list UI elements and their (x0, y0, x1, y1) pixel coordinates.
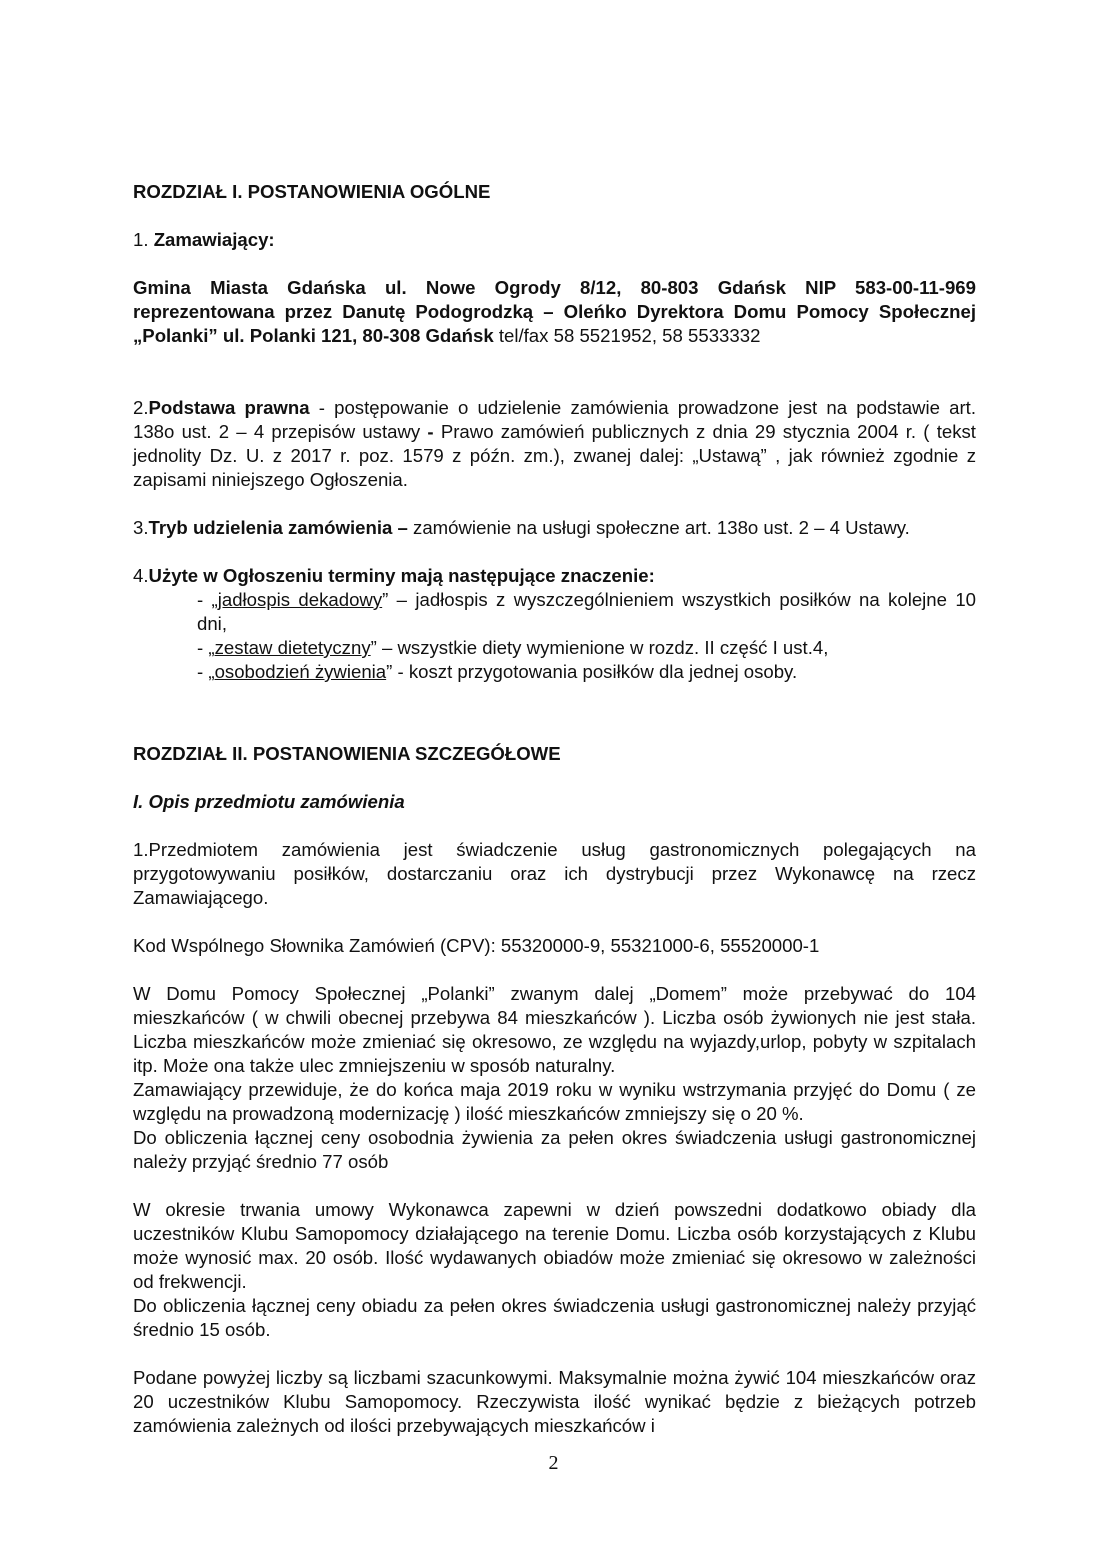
term-item (197, 636, 976, 660)
term-item (197, 588, 976, 636)
section-4-label: Użyte w Ogłoszeniu terminy mają następujące znaczenie: (148, 565, 655, 586)
section-4-title (133, 564, 976, 588)
section-2-number: 2. (133, 397, 149, 418)
term-name: osobodzień żywienia (214, 661, 387, 682)
section-2-text-a: - postępowanie o udzielenie zamówienia prowadzone jest na podstawie art. 138o ust. 2 – 4 przepisów ustawy (133, 397, 976, 442)
term-definition: ” - koszt przygotowania posiłków dla jednej osoby. (386, 661, 798, 682)
chapter-2-heading: ROZDZIAŁ II. POSTANOWIENIA SZCZEGÓŁOWE (133, 743, 561, 764)
subject-paragraph: 1.Przedmiotem zamówienia jest świadczenie usług gastronomicznych polegających na przygotowywaniu posiłków, dostarczaniu oraz ich dystrybucji przez Wykonawcę na rzecz Zamawiającego. (133, 839, 976, 908)
term-name: zestaw dietetyczny (214, 637, 371, 658)
section-2-dash: - (427, 421, 434, 442)
section-3-label: Tryb udzielenia zamówienia – (148, 517, 408, 538)
page-number: 2 (548, 1452, 559, 1474)
average-residents-paragraph: Do obliczenia łącznej ceny osobodnia żywienia za pełen okres świadczenia usługi gastronomicznej należy przyjąć średnio 77 osób (133, 1127, 976, 1172)
document-body (133, 180, 976, 1438)
term-item (197, 660, 976, 684)
term-definition: ” – wszystkie diety wymienione w rozdz. II część I ust.4, (370, 637, 829, 658)
reduction-paragraph: Zamawiający przewiduje, że do końca maja 2019 roku w wyniku wstrzymania przyjęć do Domu ( ze względu na prowadzoną modernizację ) ilość mieszkańców zmniejszy się o 20 %. (133, 1079, 976, 1124)
term-prefix: - „ (197, 661, 215, 682)
section-1-label: Zamawiający: (153, 229, 275, 250)
club-average-paragraph: Do obliczenia łącznej ceny obiadu za pełen okres świadczenia usługi gastronomicznej należy przyjąć średnio 15 osób. (133, 1295, 976, 1340)
term-prefix: - „ (197, 637, 215, 658)
section-2-paragraph (133, 396, 976, 492)
section-2-text-b: Prawo zamówień publicznych z dnia 29 stycznia 2004 r. ( tekst jednolity Dz. U. z 2017 r. poz. 1579 z późn. zm.), zwanej dalej: „Ustawą” , jak również zgodnie z zapisami niniejszego Ogłoszenia. (133, 421, 976, 490)
cpv-code-paragraph: Kod Wspólnego Słownika Zamówień (CPV): 55320000-9, 55321000-6, 55520000-1 (133, 935, 820, 956)
term-name: jadłospis dekadowy (217, 589, 383, 610)
section-3-text: zamówienie na usługi społeczne art. 138o ust. 2 – 4 Ustawy. (407, 517, 910, 538)
contracting-authority-paragraph (133, 276, 976, 348)
section-2-label: Podstawa prawna (148, 397, 310, 418)
residents-paragraph: W Domu Pomocy Społecznej „Polanki” zwanym dalej „Domem” może przebywać do 104 mieszkańców ( w chwili obecnej przebywa 84 mieszkańców ). Liczba osób żywionych nie jest stała. Liczba mieszkańców może zmieniać się okresowo, ze względu na wyjazdy,urlop, pobyty w szpitalach itp. Może ona także ulec zmniejszeniu w sposób naturalny. (133, 983, 976, 1076)
section-3-paragraph (133, 516, 976, 540)
estimates-paragraph: Podane powyżej liczby są liczbami szacunkowymi. Maksymalnie można żywić 104 mieszkańców oraz 20 uczestników Klubu Samopomocy. Rzeczywista ilość wynikać będzie z bieżących potrzeb zamówienia zależnych od ilości przebywających mieszkańców i (133, 1367, 976, 1436)
section-4-number: 4. (133, 565, 149, 586)
chapter-1-heading: ROZDZIAŁ I. POSTANOWIENIA OGÓLNE (133, 181, 491, 202)
section-3-number: 3. (133, 517, 149, 538)
contracting-authority-details: Gmina Miasta Gdańska ul. Nowe Ogrody 8/12, 80-803 Gdańsk NIP 583-00-11-969 reprezentowana przez Danutę Podogrodzką – Oleńko Dyrektora Domu Pomocy Społecznej „Polanki” ul. Polanki 121, 80-308 Gdańsk (133, 277, 976, 346)
chapter-2-subheading: I. Opis przedmiotu zamówienia (133, 791, 405, 812)
section-1-title (133, 228, 976, 252)
terms-list (133, 588, 976, 684)
section-1-number: 1. (133, 229, 154, 250)
contracting-authority-phone: tel/fax 58 5521952, 58 5533332 (493, 325, 761, 346)
club-paragraph: W okresie trwania umowy Wykonawca zapewni w dzień powszedni dodatkowo obiady dla uczestników Klubu Samopomocy działającego na terenie Domu. Liczba osób korzystających z Klubu może wynosić max. 20 osób. Ilość wydawanych obiadów może zmieniać się okresowo w zależności od frekwencji. (133, 1199, 976, 1292)
term-definition: ” – jadłospis z wyszczególnieniem wszystkich posiłków na kolejne 10 dni, (197, 589, 976, 634)
term-prefix: - „ (197, 589, 218, 610)
